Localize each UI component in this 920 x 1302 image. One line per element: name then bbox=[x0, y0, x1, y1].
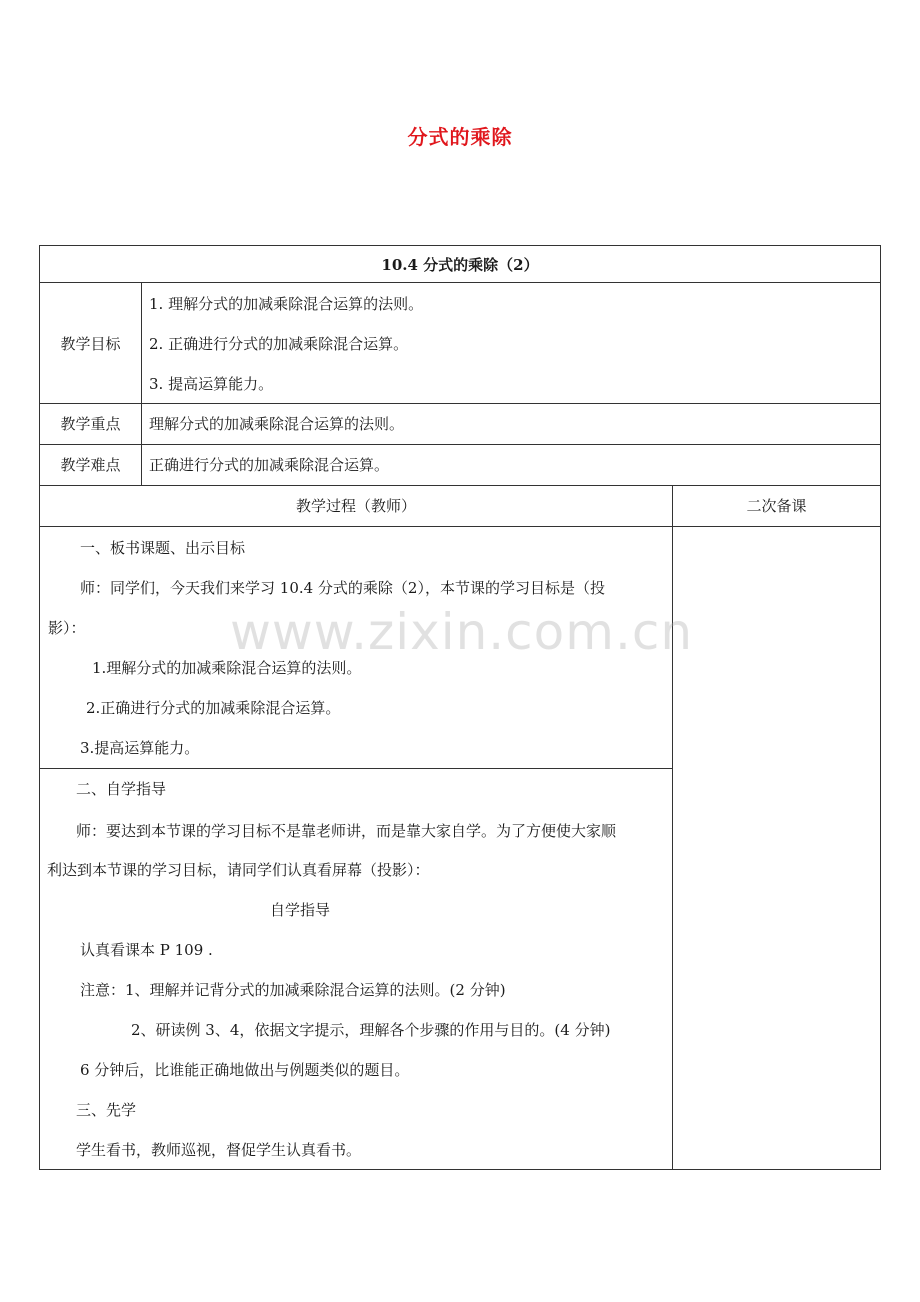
goal-item: 2.正确进行分式的加减乘除混合运算。 bbox=[86, 699, 341, 717]
row-divider bbox=[39, 282, 881, 283]
note-line: 注意：1、理解并记背分式的加减乘除混合运算的法则。(2 分钟) bbox=[80, 981, 506, 999]
table-border-right bbox=[880, 245, 881, 1170]
table-header: 10.4 分式的乘除（2） bbox=[381, 256, 539, 274]
key-points-label: 教学重点 bbox=[60, 415, 121, 433]
section-divider bbox=[39, 768, 672, 769]
table-border-bottom bbox=[39, 1169, 881, 1170]
row-divider bbox=[39, 444, 881, 445]
objective-item: 1. 理解分式的加减乘除混合运算的法则。 bbox=[149, 295, 424, 313]
section-heading: 三、先学 bbox=[76, 1101, 137, 1119]
paragraph-line: 6 分钟后，比谁能正确地做出与例题类似的题目。 bbox=[80, 1061, 410, 1079]
key-points-value: 理解分式的加减乘除混合运算的法则。 bbox=[149, 415, 405, 433]
row-divider bbox=[39, 526, 881, 527]
row-divider bbox=[39, 485, 881, 486]
objectives-label: 教学目标 bbox=[60, 335, 121, 353]
difficulty-label: 教学难点 bbox=[60, 456, 121, 474]
row-divider bbox=[39, 403, 881, 404]
difficulty-value: 正确进行分式的加减乘除混合运算。 bbox=[149, 456, 390, 474]
table-border-top bbox=[39, 245, 881, 246]
process-header: 教学过程（教师） bbox=[295, 497, 416, 515]
note-line: 2、研读例 3、4，依据文字提示，理解各个步骤的作用与目的。(4 分钟) bbox=[131, 1021, 611, 1039]
reading-assignment: 认真看课本 P 109 . bbox=[80, 941, 213, 959]
document-title: 分式的乘除 bbox=[407, 125, 513, 149]
paragraph-line: 师：要达到本节课的学习目标不是靠老师讲，而是靠大家自学。为了方便使大家顺 bbox=[76, 822, 617, 840]
watermark: www.zixin.com.cn bbox=[230, 603, 694, 661]
paragraph-line: 影）： bbox=[48, 619, 86, 637]
second-prep-header: 二次备课 bbox=[746, 497, 807, 515]
paragraph-line: 学生看书，教师巡视，督促学生认真看书。 bbox=[76, 1141, 362, 1159]
goal-item: 1.理解分式的加减乘除混合运算的法则。 bbox=[92, 659, 362, 677]
section-heading: 一、板书课题、出示目标 bbox=[80, 539, 246, 557]
objective-item: 2. 正确进行分式的加减乘除混合运算。 bbox=[149, 335, 409, 353]
prep-column-divider bbox=[672, 485, 673, 1170]
paragraph-line: 利达到本节课的学习目标，请同学们认真看屏幕（投影）： bbox=[47, 861, 430, 879]
paragraph-line: 师：同学们，今天我们来学习 10.4 分式的乘除（2），本节课的学习目标是（投 bbox=[80, 579, 605, 597]
label-column-divider bbox=[141, 282, 142, 486]
objective-item: 3. 提高运算能力。 bbox=[149, 375, 274, 393]
table-border-left bbox=[39, 245, 40, 1170]
goal-item: 3.提高运算能力。 bbox=[80, 739, 200, 757]
guide-title: 自学指导 bbox=[269, 901, 330, 919]
section-heading: 二、自学指导 bbox=[76, 780, 167, 798]
